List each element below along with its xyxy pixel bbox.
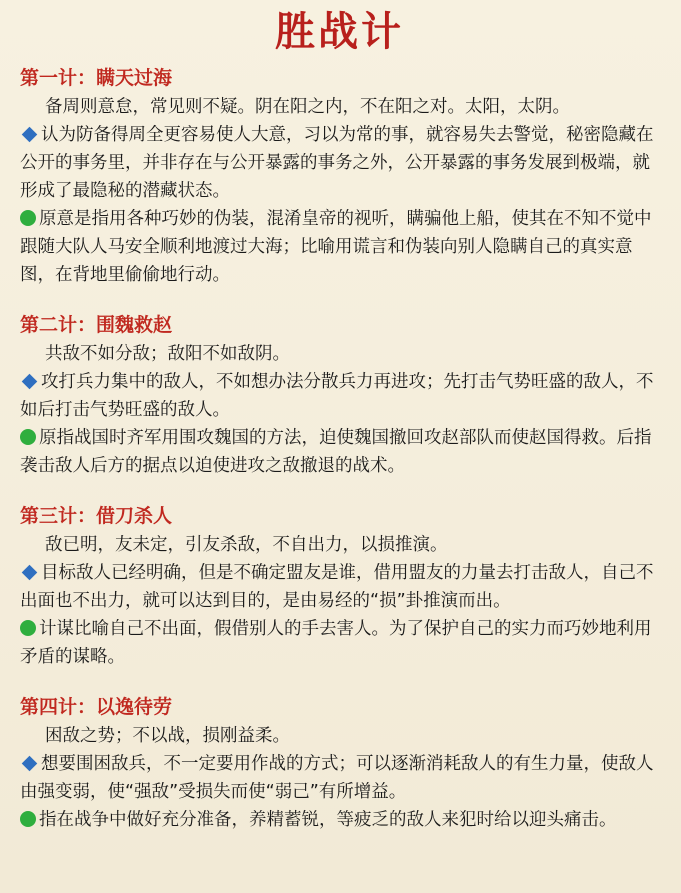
blue-diamond-icon — [22, 755, 38, 771]
green-circle-icon — [20, 210, 36, 226]
stratagem-heading: 第一计：瞒天过海 — [20, 67, 173, 89]
explanation-paragraph — [20, 121, 659, 205]
stratagem-heading: 第四计：以逸待劳 — [20, 696, 173, 718]
meaning-text: 指在战争中做好充分准备，养精蓄锐，等疲乏的敌人来犯时给以迎头痛击。 — [39, 810, 617, 830]
stratagem-section-3 — [20, 502, 659, 671]
meaning-paragraph — [20, 205, 659, 289]
explanation-paragraph — [20, 750, 659, 806]
meaning-text: 原指战国时齐军用围攻魏国的方法，迫使魏国撤回攻赵部队而使赵国得救。后指袭击敌人后方的据点以迫使进攻之敌撤退的战术。 — [20, 428, 652, 476]
blue-diamond-icon — [22, 126, 38, 142]
stratagem-heading: 第二计：围魏救赵 — [20, 314, 173, 336]
explanation-text: 攻打兵力集中的敌人，不如想办法分散兵力再进攻；先打击气势旺盛的敌人，不如后打击气势旺盛的敌人。 — [20, 372, 654, 420]
green-circle-icon — [20, 811, 36, 827]
stratagem-heading: 第三计：借刀杀人 — [20, 505, 173, 527]
meaning-text: 原意是指用各种巧妙的伪装，混淆皇帝的视听，瞒骗他上船，使其在不知不觉中跟随大队人马安全顺利地渡过大海；比喻用谎言和伪装向别人隐瞒自己的真实意图，在背地里偷偷地行动。 — [20, 209, 652, 285]
stratagem-original-text: 共敌不如分敌；敌阳不如敌阴。 — [45, 344, 290, 364]
explanation-text: 目标敌人已经明确，但是不确定盟友是谁，借用盟友的力量去打击敌人，自己不出面也不出力，就可以达到目的，是由易经的“损”卦推演而出。 — [20, 563, 654, 611]
stratagem-original-text: 困敌之势；不以战，损刚益柔。 — [45, 726, 290, 746]
blue-diamond-icon — [22, 373, 38, 389]
stratagem-original-text: 备周则意怠，常见则不疑。阴在阳之内，不在阳之对。太阳，太阴。 — [45, 97, 570, 117]
blue-diamond-icon — [22, 564, 38, 580]
stratagem-section-4 — [20, 693, 659, 834]
meaning-paragraph — [20, 424, 659, 480]
meaning-paragraph — [20, 615, 659, 671]
stratagem-original-text: 敌已明，友未定，引友杀敌，不自出力，以损推演。 — [45, 535, 448, 555]
explanation-text: 想要围困敌兵，不一定要用作战的方式；可以逐渐消耗敌人的有生力量，使敌人由强变弱，使“强敌”受损失而使“弱己”有所增益。 — [20, 754, 654, 802]
green-circle-icon — [20, 429, 36, 445]
stratagem-section-2 — [20, 311, 659, 480]
green-circle-icon — [20, 620, 36, 636]
meaning-text: 计谋比喻自己不出面，假借别人的手去害人。为了保护自己的实力而巧妙地利用矛盾的谋略。 — [20, 619, 652, 667]
explanation-text: 认为防备得周全更容易使人大意，习以为常的事，就容易失去警觉，秘密隐藏在公开的事务里，并非存在与公开暴露的事务之外，公开暴露的事务发展到极端，就形成了最隐秘的潜藏状态。 — [20, 125, 654, 201]
explanation-paragraph — [20, 368, 659, 424]
meaning-paragraph — [20, 806, 659, 834]
page-title: 胜战计 — [275, 8, 404, 55]
stratagem-section-1 — [20, 64, 659, 289]
explanation-paragraph — [20, 559, 659, 615]
